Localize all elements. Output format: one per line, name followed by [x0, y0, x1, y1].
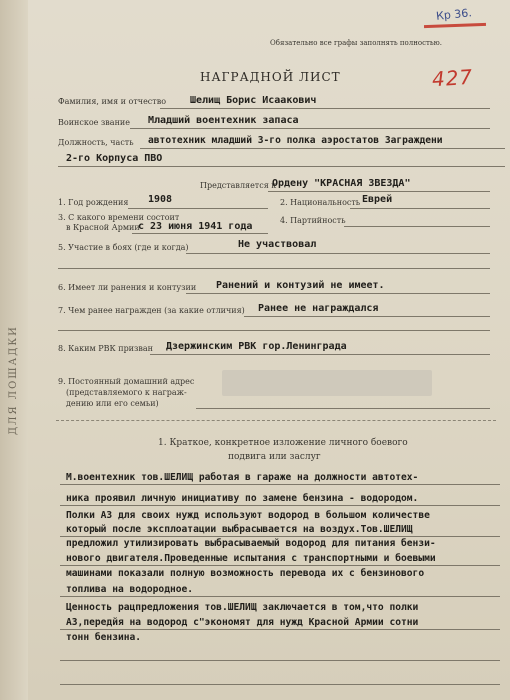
- battles-line: [186, 253, 490, 254]
- army-label-2: в Красной Армии: [66, 223, 140, 232]
- presented-value: Ордену "КРАСНАЯ ЗВЕЗДА": [272, 178, 411, 189]
- battles-line-2: [58, 268, 490, 269]
- party-line: [344, 226, 490, 227]
- header-note: Обязательно все графы заполнять полностью.: [270, 39, 443, 47]
- post-label: Должность, часть: [58, 138, 134, 147]
- narrative-line: предложил утилизировать выбрасываемый водород для питания бензи-: [66, 538, 436, 549]
- birth-line: [128, 208, 268, 209]
- name-label: Фамилия, имя и отчество: [58, 97, 167, 106]
- narrative-rule: [60, 629, 500, 630]
- address-redacted: [222, 370, 432, 396]
- narrative-line: М.воентехник тов.ШЕЛИЩ работая в гараже на должности автотех-: [66, 472, 419, 483]
- narrative-line: который после эксплоатации выбрасывается на воздух.Тов.ШЕЛИЩ: [66, 524, 413, 535]
- page-title: НАГРАДНОЙ ЛИСТ: [200, 70, 341, 84]
- narrative-rule: [60, 660, 500, 661]
- rank-value: Младший воентехник запаса: [148, 115, 299, 126]
- narrative-rule: [60, 596, 500, 597]
- archive-mark: Кр 36.: [435, 6, 473, 23]
- presented-line: [268, 191, 490, 192]
- narrative-rule: [60, 484, 500, 485]
- rvk-label: 8. Каким РВК призван: [58, 344, 153, 353]
- awards-label: 7. Чем ранее награжден (за какие отличия): [58, 306, 245, 315]
- birth-value: 1908: [148, 194, 173, 205]
- nationality-line: [350, 208, 490, 209]
- awards-line: [244, 316, 490, 317]
- presented-label: Представляется к: [200, 181, 277, 190]
- address-line: [196, 408, 490, 409]
- name-line: [160, 108, 490, 109]
- wounds-line: [186, 293, 490, 294]
- address-label-1: 9. Постоянный домашний адрес: [58, 377, 195, 386]
- army-line: [132, 233, 268, 234]
- post-value-2: 2-го Корпуса ПВО: [66, 153, 163, 164]
- wounds-label: 6. Имеет ли ранения и контузии: [58, 283, 197, 292]
- narrative-line: нового двигателя.Проведенные испытания с транспортными и боевыми: [66, 553, 436, 564]
- post-line: [140, 148, 505, 149]
- narrative-line: тонн бензина.: [66, 632, 142, 643]
- address-label-3: дению или его семьи): [66, 399, 159, 408]
- narrative-line: Полки АЗ для своих нужд используют водород в большом количестве: [66, 510, 430, 521]
- birth-label: 1. Год рождения: [58, 198, 129, 207]
- rank-label: Воинское звание: [58, 118, 130, 127]
- section-heading-2: подвига или заслуг: [228, 452, 321, 462]
- narrative-rule: [60, 505, 500, 506]
- narrative-line: ника проявил личную инициативу по замене бензина - водородом.: [66, 493, 419, 504]
- post-value-1: автотехник младший 3-го полка аэростатов Заграждени: [148, 135, 443, 146]
- battles-value: Не участвовал: [238, 239, 317, 250]
- rank-line: [130, 128, 490, 129]
- army-value: с 23 июня 1941 года: [138, 221, 253, 232]
- section-divider: [56, 420, 496, 421]
- narrative-line: машинами показали полную возможность перевода их с бензинового: [66, 568, 425, 579]
- narrative-rule: [60, 565, 500, 566]
- narrative-line: Ценность рацпредложения тов.ШЕЛИЩ заключается в том,что полки: [66, 602, 419, 613]
- narrative-rule: [60, 684, 500, 685]
- name-value: Шелищ Борис Исаакович: [190, 95, 317, 106]
- nationality-value: Еврей: [362, 194, 393, 205]
- address-label-2: (представляемого к награж-: [66, 388, 187, 397]
- narrative-line: топлива на водородное.: [66, 584, 194, 595]
- archive-mark-underline: [424, 23, 486, 28]
- red-number: 427: [431, 64, 474, 92]
- nationality-label: 2. Национальность: [280, 198, 361, 207]
- wounds-value: Ранений и контузий не имеет.: [216, 280, 385, 291]
- rvk-line: [150, 354, 490, 355]
- awards-line-2: [58, 330, 490, 331]
- side-label: ДЛЯ ЛОШАДКИ: [8, 325, 19, 435]
- battles-label: 5. Участие в боях (где и когда): [58, 243, 189, 252]
- section-heading-1: 1. Краткое, конкретное изложение личного боевого: [158, 438, 408, 448]
- awards-value: Ранее не награждался: [258, 303, 379, 314]
- party-label: 4. Партийность: [280, 216, 346, 225]
- narrative-rule: [60, 536, 500, 537]
- narrative-line: АЗ,передйя на водород с"экономят для нужд Красной Армии сотни: [66, 617, 419, 628]
- rvk-value: Дзержинским РВК гор.Ленинграда: [166, 341, 347, 352]
- post-line-2: [58, 166, 505, 167]
- army-label-1: 3. С какого времени состоит: [58, 213, 180, 222]
